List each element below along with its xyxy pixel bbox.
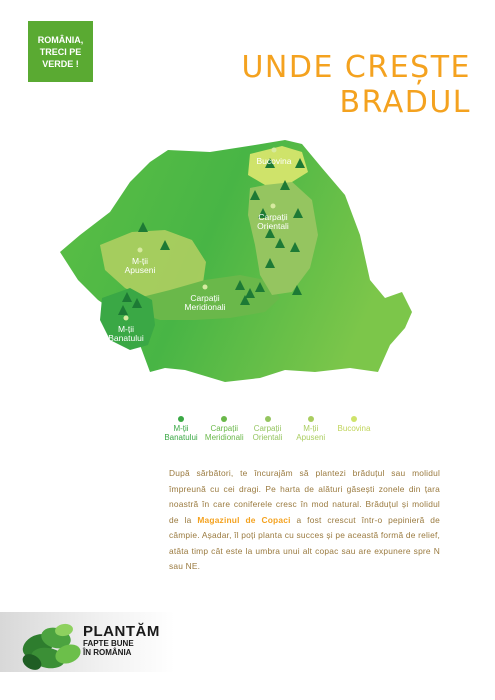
description-text-1: După sărbători, te încurajăm să plantezi brăduțul sau molidul împreună cu cei dragi. Pe harta de alături găsești zonele din țara noastră în care coniferele cresc în mod natural. Brăduțul și molidul de la [169,468,440,525]
romania-map [60,140,440,400]
leaves-icon [18,616,88,674]
legend-label: Carpații Orientali [252,424,283,442]
footer-logo-line-3: ÎN ROMÂNIA [83,648,132,657]
label-banatului: M-ții Banatului [108,324,144,343]
footer-logo [83,624,160,657]
orientali-marker [271,204,276,209]
magazinul-de-copaci-link[interactable]: Magazinul de Copaci [197,514,291,525]
legend-label: Bucovina [337,424,371,433]
title-line-2: BRADUL [339,85,471,120]
label-bucovina: Bucovina [256,156,292,166]
meridionali-marker [203,285,208,290]
legend-swatch [265,416,271,422]
footer-logo-line-2: FAPTE BUNE [83,639,134,648]
legend-item [203,416,245,442]
label-carpatii-meridionali: Carpații Meridionali [184,293,226,312]
banatului-marker [124,316,129,321]
legend-swatch [351,416,357,422]
bucovina-marker [272,148,277,153]
description-text-2: a fost crescut într-o pepinieră de câmpie. Așadar, îl poți planta cu succes și pe această formă de relief, atâta timp cât este la umbra unui alt copac sau are expunere spre N sau NE. [169,514,440,571]
legend-item [290,416,332,442]
title-line-1: UNDE CREȘTE [241,50,471,85]
legend-label: M-ții Banatului [164,424,198,442]
legend-item [333,416,375,442]
apuseni-marker [138,248,143,253]
legend-label: Carpații Meridionali [204,424,244,442]
legend-item [160,416,202,442]
legend-item [247,416,289,442]
legend-label: M-ții Apuseni [296,424,326,442]
legend-swatch [178,416,184,422]
footer-logo-line-1: PLANTĂM [83,623,160,640]
campaign-badge-text: ROMÂNIA, TRECI PE VERDE ! [37,34,84,69]
legend-swatch [221,416,227,422]
legend-swatch [308,416,314,422]
campaign-badge [28,21,93,82]
description-paragraph [169,466,440,575]
map-legend [160,416,375,442]
label-carpatii-orientali: Carpații Orientali [257,212,289,231]
label-apuseni: M-ții Apuseni [124,256,156,275]
page-title [241,50,471,120]
